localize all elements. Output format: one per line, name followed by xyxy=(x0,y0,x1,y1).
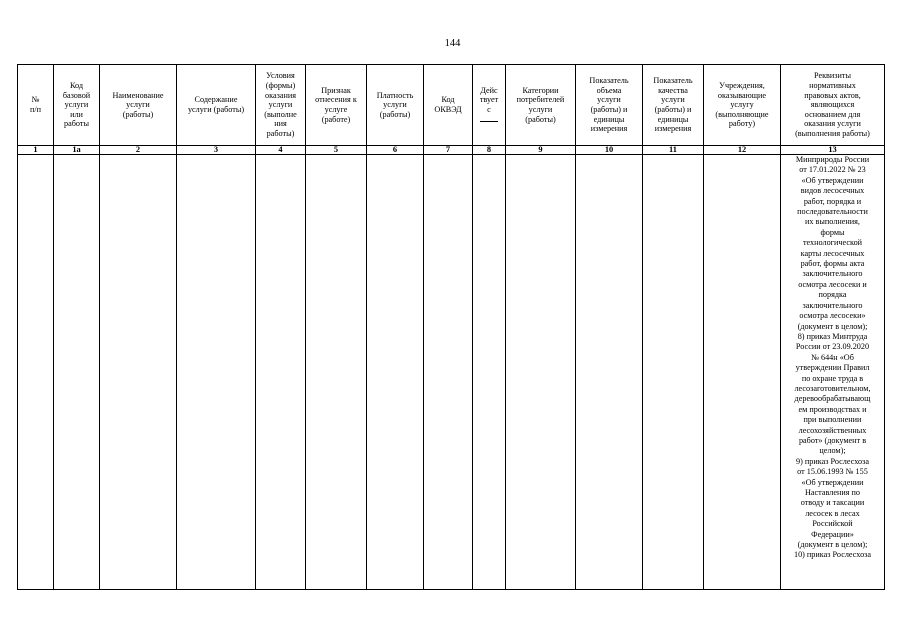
column-number: 9 xyxy=(506,146,576,155)
header-line: Код xyxy=(441,95,455,105)
column-number: 13 xyxy=(781,146,885,155)
services-registry-table xyxy=(17,64,885,590)
page-number: 144 xyxy=(444,38,461,49)
table-row xyxy=(18,155,885,590)
header-line: услуги xyxy=(661,95,685,105)
header-line: Категории xyxy=(522,85,559,95)
header-line: Дейс xyxy=(480,85,498,95)
header-col-9 xyxy=(506,65,576,146)
header-line: Реквизиты xyxy=(814,71,851,81)
column-number: 8 xyxy=(473,146,506,155)
column-number: 4 xyxy=(256,146,306,155)
header-line: Содержание xyxy=(194,95,238,105)
header-line: Признак xyxy=(321,85,351,95)
table-cell xyxy=(473,155,506,590)
column-number: 2 xyxy=(100,146,177,155)
header-line: услуги xyxy=(528,105,553,114)
header-line: являющихся xyxy=(810,100,855,110)
header-line: (работы) xyxy=(379,109,411,119)
header-line: объема xyxy=(596,85,622,95)
header-line: услуги xyxy=(126,100,150,110)
header-line: базовой xyxy=(62,90,91,100)
header-col-10 xyxy=(576,65,643,146)
header-col-3 xyxy=(177,65,256,146)
header-line: отнесения к xyxy=(315,95,357,105)
column-number: 1 xyxy=(18,146,54,155)
header-line: твует xyxy=(479,95,499,105)
header-line: (работы) и xyxy=(590,105,628,114)
header-line: (работы) и xyxy=(654,105,692,114)
header-line: с xyxy=(487,105,491,114)
header-col-4 xyxy=(256,65,306,146)
table-cell xyxy=(256,155,306,590)
header-row xyxy=(18,65,885,146)
header-line: (выполне xyxy=(264,109,297,119)
header-line: ОКВЭД xyxy=(434,105,462,114)
column-number: 7 xyxy=(424,146,473,155)
header-line: (работы) xyxy=(525,114,556,124)
header-line: № xyxy=(31,95,40,105)
header-line: Учреждения, xyxy=(719,81,765,91)
column-number: 3 xyxy=(177,146,256,155)
header-line: измерения xyxy=(654,124,692,134)
header-col-12 xyxy=(704,65,781,146)
header-col-5 xyxy=(306,65,367,146)
header-col-1 xyxy=(18,65,54,146)
header-line: услуги (работы) xyxy=(187,105,245,114)
table-cell xyxy=(18,155,54,590)
table-cell xyxy=(177,155,256,590)
header-line: качества xyxy=(658,85,688,95)
header-col-1a xyxy=(54,65,100,146)
header-line: или xyxy=(70,109,83,119)
table-cell xyxy=(704,155,781,590)
header-line: п/п xyxy=(29,105,42,114)
header-line: Условия xyxy=(266,71,295,81)
header-line: (выполняющие xyxy=(715,109,769,119)
legal-acts-cell xyxy=(781,155,885,590)
header-col-11 xyxy=(643,65,704,146)
header-line: услуги xyxy=(64,100,89,110)
column-number: 6 xyxy=(367,146,424,155)
header-line: услуги xyxy=(597,95,621,105)
header-col-6 xyxy=(367,65,424,146)
header-line: оказывающие xyxy=(717,90,767,100)
table-cell xyxy=(506,155,576,590)
header-line: (работы) xyxy=(122,109,154,119)
header-col-8 xyxy=(473,65,506,146)
header-col-13 xyxy=(781,65,885,146)
column-number: 5 xyxy=(306,146,367,155)
header-line: Платность xyxy=(376,90,414,100)
header-line: оказания услуги xyxy=(804,119,861,129)
column-number-row xyxy=(18,146,885,155)
column-number: 10 xyxy=(576,146,643,155)
column-number: 12 xyxy=(704,146,781,155)
table-cell xyxy=(367,155,424,590)
header-underline xyxy=(480,121,498,122)
header-line: правовых актов, xyxy=(804,90,861,100)
legal-acts-text: Минприроды России от 17.01.2022 № 23 «Об утверждении видов лесосечных работ, порядка и последовательности их выполнения, формы технологической карты лесосечных работ, формы акта заключительного осмотра лесосеки и порядка заключительного осмотра лесосеки» (документ в целом); 8) приказ Минтруда России от 23.09.2020 № 644н «Об утверждении Правил по охране труда в лесозаготовительном, деревообрабатывающ ем производствах и при выполнении лесохозяйственных работ» (документ в целом); 9) приказ Рослесхоза от 15.06.1993 № 155 «Об утверждении Наставления по отводу и таксации лесосек в лесах Российской Федерации» (документ в целом); 10) приказ Рослесхоза xyxy=(793,155,872,560)
header-line: Код xyxy=(69,81,84,91)
header-line: единицы xyxy=(593,114,625,124)
header-line: услуги xyxy=(383,100,407,110)
table-cell xyxy=(576,155,643,590)
table-cell xyxy=(100,155,177,590)
header-line: потребителей xyxy=(516,95,565,105)
table-cell xyxy=(306,155,367,590)
header-line: оказания xyxy=(265,90,296,100)
header-line: работу) xyxy=(728,119,756,129)
header-col-2 xyxy=(100,65,177,146)
column-number: 1а xyxy=(54,146,100,155)
header-line: (формы) xyxy=(265,81,296,91)
header-col-7 xyxy=(424,65,473,146)
header-line: нормативных xyxy=(809,81,856,91)
header-line: работы) xyxy=(266,128,295,138)
table-cell xyxy=(643,155,704,590)
header-line: услуги xyxy=(268,100,293,110)
header-line: Показатель xyxy=(589,76,629,86)
header-line: основанием для xyxy=(804,109,861,119)
header-line: Показатель xyxy=(653,76,693,86)
column-number: 11 xyxy=(643,146,704,155)
header-line: ния xyxy=(274,119,287,129)
header-line: услугу xyxy=(730,100,754,110)
header-line: Наименование xyxy=(112,90,164,100)
header-line: измерения xyxy=(590,124,628,134)
table-cell xyxy=(54,155,100,590)
header-line: единицы xyxy=(657,114,689,124)
header-line: (работе) xyxy=(321,114,351,124)
header-line: (выполнения работы) xyxy=(795,128,870,138)
header-line: работы xyxy=(64,119,89,129)
table-cell xyxy=(424,155,473,590)
header-line: услуге xyxy=(324,105,348,114)
